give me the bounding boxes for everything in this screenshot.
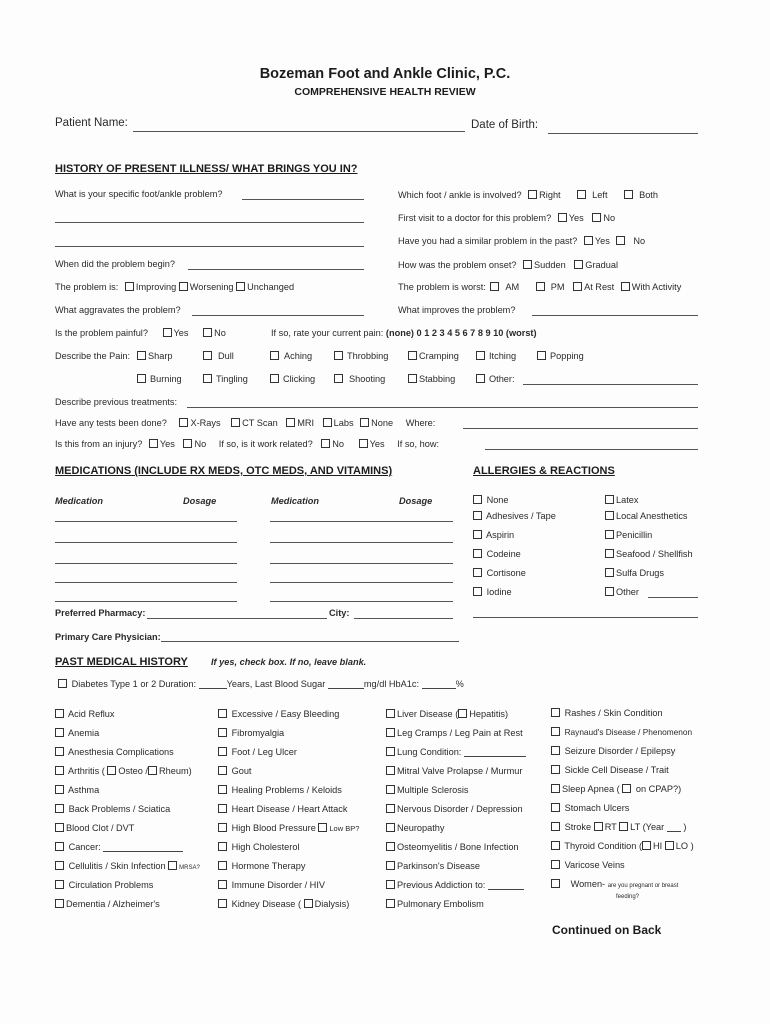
- pain-clicking-checkbox[interactable]: [270, 374, 279, 383]
- blood-sugar-field[interactable]: [328, 688, 364, 689]
- diabetes-duration-label: Diabetes Type 1 or 2 Duration:: [71, 679, 197, 689]
- pm-checkbox[interactable]: [536, 282, 545, 291]
- pmh-stroke-label: Stroke: [564, 822, 592, 832]
- pmh-parkinsons-checkbox[interactable]: [386, 861, 395, 870]
- pmh-leg-cramps-label: Leg Cramps / Leg Pain at Rest: [397, 728, 523, 738]
- pmh-arthritis-label: Arthritis (: [68, 766, 105, 776]
- dob-field[interactable]: [548, 133, 698, 134]
- pmh-healing-checkbox[interactable]: [218, 785, 227, 794]
- rate-pain-label: If so, rate your current pain:: [271, 328, 384, 338]
- pharmacy-field[interactable]: [147, 618, 327, 619]
- thyroid-hi-label: HI: [653, 841, 663, 851]
- stroke-lt-checkbox[interactable]: [619, 822, 628, 831]
- hepatitis-label: Hepatitis): [469, 709, 509, 719]
- prev-treatments-label: Describe previous treatments:: [55, 397, 178, 407]
- city-label: City:: [329, 608, 350, 618]
- allergy-seafood-label: Seafood / Shellfish: [616, 549, 693, 559]
- pmh-ms-checkbox[interactable]: [386, 785, 395, 794]
- stroke-rt-checkbox[interactable]: [594, 822, 603, 831]
- painful-yes-checkbox[interactable]: [163, 328, 172, 337]
- med-line[interactable]: [55, 563, 237, 564]
- pmh-stomach-ulcers-label: Stomach Ulcers: [564, 803, 630, 813]
- pain-itching-checkbox[interactable]: [476, 351, 485, 360]
- no-label: No: [633, 236, 646, 246]
- allergy-other-field[interactable]: [648, 597, 698, 598]
- yes-label: Yes: [568, 213, 584, 223]
- pmh-gout-label: Gout: [231, 766, 252, 776]
- pmh-anesthesia-label: Anesthesia Complications: [68, 747, 174, 757]
- am-label: AM: [505, 282, 520, 292]
- allergy-codeine-checkbox[interactable]: [473, 549, 482, 558]
- test-xrays-checkbox[interactable]: [179, 418, 188, 427]
- hba1c-label: mg/dl HbA1c:: [363, 679, 420, 689]
- test-labs-label: Labs: [333, 418, 354, 428]
- with-activity-checkbox[interactable]: [621, 282, 630, 291]
- pmh-seizure-checkbox[interactable]: [551, 746, 560, 755]
- sudden-checkbox[interactable]: [523, 260, 532, 269]
- pain-clicking-label: Clicking: [283, 374, 316, 384]
- patient-name-label: Patient Name:: [55, 117, 128, 129]
- women-note-feeding: feeding?: [616, 894, 640, 900]
- allergy-seafood-checkbox[interactable]: [605, 549, 614, 558]
- no-label: No: [194, 439, 207, 449]
- cpap-checkbox[interactable]: [622, 784, 631, 793]
- allergy-cortisone-checkbox[interactable]: [473, 568, 482, 577]
- pmh-sleep-apnea-label: Sleep Apnea (: [562, 784, 620, 794]
- gradual-checkbox[interactable]: [574, 260, 583, 269]
- pmh-anesthesia-checkbox[interactable]: [55, 747, 64, 756]
- mrsa-checkbox[interactable]: [168, 861, 177, 870]
- injury-label: Is this from an injury?: [55, 439, 143, 449]
- pmh-stomach-ulcers-checkbox[interactable]: [551, 803, 560, 812]
- pmh-raynauds-label: Raynaud's Disease / Phenomenon: [564, 727, 693, 737]
- city-field[interactable]: [354, 618, 453, 619]
- improves-field[interactable]: [532, 315, 698, 316]
- pmh-dementia-checkbox[interactable]: [55, 899, 64, 908]
- pmh-ulcer-label: Foot / Leg Ulcer: [231, 747, 297, 757]
- pmh-addiction-label: Previous Addiction to:: [397, 880, 486, 890]
- pmh-circulation-label: Circulation Problems: [68, 880, 154, 890]
- pain-burning-checkbox[interactable]: [137, 374, 146, 383]
- aggravates-field[interactable]: [192, 315, 364, 316]
- osteo-label: Osteo /: [118, 766, 148, 776]
- allergy-adhesives-checkbox[interactable]: [473, 511, 482, 520]
- pmh-sickle-cell-label: Sickle Cell Disease / Trait: [564, 765, 669, 775]
- yes-label: Yes: [594, 236, 610, 246]
- pain-itching-label: Itching: [489, 351, 517, 361]
- pmh-cancer-label: Cancer:: [68, 842, 101, 852]
- allergy-none-label: None: [486, 495, 509, 505]
- test-labs-checkbox[interactable]: [323, 418, 332, 427]
- pharmacy-label: Preferred Pharmacy:: [55, 608, 146, 618]
- pmh-sickle-cell-checkbox[interactable]: [551, 765, 560, 774]
- allergy-sulfa-label: Sulfa Drugs: [616, 568, 665, 578]
- allergy-other-label: Other: [616, 587, 639, 597]
- pmh-cancer-checkbox[interactable]: [55, 842, 64, 851]
- no-label: No: [332, 439, 345, 449]
- when-begin-field[interactable]: [188, 269, 364, 270]
- allergy-local-anesthetics-label: Local Anesthetics: [616, 511, 688, 521]
- thyroid-hi-checkbox[interactable]: [642, 841, 651, 850]
- stroke-year-field[interactable]: [667, 831, 681, 832]
- test-none-label: None: [371, 418, 394, 428]
- pmh-anemia-label: Anemia: [68, 728, 100, 738]
- women-note: are you pregnant or breast: [607, 883, 679, 889]
- test-xrays-label: X-Rays: [190, 418, 221, 428]
- pmh-neuropathy-checkbox[interactable]: [386, 823, 395, 832]
- pmh-osteomyelitis-label: Osteomyelitis / Bone Infection: [397, 842, 519, 852]
- pmh-blood-clot-label: Blood Clot / DVT: [66, 823, 135, 833]
- pmh-blood-clot-checkbox[interactable]: [55, 823, 64, 832]
- pain-other-checkbox[interactable]: [476, 374, 485, 383]
- pmh-circulation-checkbox[interactable]: [55, 880, 64, 889]
- pmh-gout-checkbox[interactable]: [218, 766, 227, 775]
- dialysis-checkbox[interactable]: [304, 899, 313, 908]
- stroke-lt-label: LT (Year: [630, 822, 665, 832]
- pmh-acid-reflux-checkbox[interactable]: [55, 709, 64, 718]
- pmh-anemia-checkbox[interactable]: [55, 728, 64, 737]
- allergy-latex-checkbox[interactable]: [605, 495, 614, 504]
- hepatitis-checkbox[interactable]: [458, 709, 467, 718]
- pmh-women-checkbox[interactable]: [551, 879, 560, 888]
- thyroid-lo-label: LO ): [675, 841, 694, 851]
- pmh-heart-disease-checkbox[interactable]: [218, 804, 227, 813]
- pain-tingling-label: Tingling: [216, 374, 248, 384]
- at-rest-label: At Rest: [584, 282, 615, 292]
- pmh-asthma-checkbox[interactable]: [55, 785, 64, 794]
- med-line[interactable]: [55, 542, 237, 543]
- cpap-label: on CPAP?): [635, 784, 682, 794]
- when-begin-label: When did the problem begin?: [55, 259, 176, 269]
- prev-treatments-field[interactable]: [187, 407, 698, 408]
- problem-line-2[interactable]: [55, 222, 364, 223]
- no-label: No: [603, 213, 616, 223]
- pmh-pe-label: Pulmonary Embolism: [397, 899, 484, 909]
- onset-label: How was the problem onset?: [398, 260, 517, 270]
- similar-problem-label: Have you had a similar problem in the past?: [398, 236, 578, 246]
- allergy-sulfa-checkbox[interactable]: [605, 568, 614, 577]
- pmh-raynauds-checkbox[interactable]: [551, 727, 560, 736]
- first-visit-label: First visit to a doctor for this problem?: [398, 213, 552, 223]
- pmh-healing-label: Healing Problems / Keloids: [231, 785, 342, 795]
- allergy-local-anesthetics-checkbox[interactable]: [605, 511, 614, 520]
- pain-aching-checkbox[interactable]: [270, 351, 279, 360]
- right-checkbox[interactable]: [528, 190, 537, 199]
- pmh-cholesterol-checkbox[interactable]: [218, 842, 227, 851]
- pmh-neuropathy-label: Neuropathy: [397, 823, 445, 833]
- left-checkbox[interactable]: [577, 190, 586, 199]
- allergy-latex-label: Latex: [616, 495, 639, 505]
- rheum-label: Rheum): [158, 766, 192, 776]
- similar-no-checkbox[interactable]: [616, 236, 625, 245]
- work-no-checkbox[interactable]: [321, 439, 330, 448]
- test-ct-checkbox[interactable]: [231, 418, 240, 427]
- with-activity-label: With Activity: [631, 282, 682, 292]
- allergy-none-checkbox[interactable]: [473, 495, 482, 504]
- pain-sharp-checkbox[interactable]: [137, 351, 146, 360]
- low-bp-checkbox[interactable]: [318, 823, 327, 832]
- improving-checkbox[interactable]: [125, 282, 134, 291]
- pain-cramping-label: Cramping: [419, 351, 459, 361]
- yes-label: Yes: [369, 439, 385, 449]
- where-field[interactable]: [463, 428, 698, 429]
- mrsa-label: MRSA?: [179, 865, 200, 871]
- pmh-mitral-checkbox[interactable]: [386, 766, 395, 775]
- similar-yes-checkbox[interactable]: [584, 236, 593, 245]
- dosage-col-header-2: Dosage: [399, 496, 433, 506]
- problem-is-label: The problem is:: [55, 282, 119, 292]
- pmh-rashes-checkbox[interactable]: [551, 708, 560, 717]
- specific-problem-label: What is your specific foot/ankle problem?: [55, 189, 223, 199]
- worst-label: The problem is worst:: [398, 282, 486, 292]
- med-line[interactable]: [270, 542, 453, 543]
- medication-col-header-2: Medication: [271, 496, 319, 506]
- tests-done-label: Have any tests been done?: [55, 418, 167, 428]
- pmh-leg-cramps-checkbox[interactable]: [386, 728, 395, 737]
- medications-heading: MEDICATIONS (INCLUDE RX MEDS, OTC MEDS, AND VITAMINS): [55, 465, 393, 477]
- injury-yes-checkbox[interactable]: [149, 439, 158, 448]
- yes-label: Yes: [173, 328, 189, 338]
- test-mri-label: MRI: [297, 418, 315, 428]
- pmh-fibromyalgia-label: Fibromyalgia: [231, 728, 285, 738]
- pmh-cellulitis-label: Cellulitis / Skin Infection: [68, 861, 166, 871]
- stroke-year-close: ): [683, 822, 687, 832]
- form-title: COMPREHENSIVE HEALTH REVIEW: [294, 86, 476, 98]
- pain-stabbing-label: Stabbing: [419, 374, 456, 384]
- improving-label: Improving: [135, 282, 177, 292]
- pmh-hormone-checkbox[interactable]: [218, 861, 227, 870]
- med-line[interactable]: [270, 563, 453, 564]
- first-visit-yes-checkbox[interactable]: [558, 213, 567, 222]
- no-label: No: [214, 328, 226, 338]
- if-so-how-label: If so, how:: [397, 439, 440, 449]
- med-line[interactable]: [55, 521, 237, 522]
- allergies-heading: ALLERGIES & REACTIONS: [473, 465, 615, 477]
- pmh-hbp-checkbox[interactable]: [218, 823, 227, 832]
- improves-label: What improves the problem?: [398, 305, 516, 315]
- test-ct-label: CT Scan: [242, 418, 278, 428]
- worsening-label: Worsening: [189, 282, 234, 292]
- dob-label: Date of Birth:: [471, 119, 539, 131]
- pain-throbbing-label: Throbbing: [347, 351, 389, 361]
- pmh-bleeding-label: Excessive / Easy Bleeding: [231, 709, 340, 719]
- pain-stabbing-checkbox[interactable]: [408, 374, 417, 383]
- both-label: Both: [639, 190, 658, 200]
- med-line[interactable]: [270, 601, 453, 602]
- diabetes-duration-field[interactable]: [199, 688, 227, 689]
- allergy-iodine-checkbox[interactable]: [473, 587, 482, 596]
- pmh-fibromyalgia-checkbox[interactable]: [218, 728, 227, 737]
- pmh-pe-checkbox[interactable]: [386, 899, 395, 908]
- pmh-kidney-checkbox[interactable]: [218, 899, 227, 908]
- pcp-field[interactable]: [161, 641, 459, 642]
- pmh-thyroid-checkbox[interactable]: [551, 841, 560, 850]
- allergy-aspirin-checkbox[interactable]: [473, 530, 482, 539]
- aggravates-label: What aggravates the problem?: [55, 305, 181, 315]
- pmh-lung-label: Lung Condition:: [397, 747, 462, 757]
- at-rest-checkbox[interactable]: [573, 282, 582, 291]
- cancer-field[interactable]: [103, 851, 183, 852]
- pmh-varicose-checkbox[interactable]: [551, 860, 560, 869]
- pmh-addiction-checkbox[interactable]: [386, 880, 395, 889]
- pmh-thyroid-label: Thyroid Condition (: [564, 841, 643, 851]
- right-label: Right: [539, 190, 561, 200]
- pain-other-field[interactable]: [523, 384, 698, 385]
- allergy-aspirin-label: Aspirin: [486, 530, 515, 540]
- pmh-cholesterol-label: High Cholesterol: [231, 842, 300, 852]
- allergy-adhesives-label: Adhesives / Tape: [486, 511, 556, 521]
- pmh-nervous-label: Nervous Disorder / Depression: [397, 804, 523, 814]
- pmh-lung-checkbox[interactable]: [386, 747, 395, 756]
- dialysis-label: Dialysis): [314, 899, 350, 909]
- percent-label: %: [455, 679, 464, 689]
- both-checkbox[interactable]: [624, 190, 633, 199]
- work-yes-checkbox[interactable]: [359, 439, 368, 448]
- pmh-instructions: If yes, check box. If no, leave blank.: [211, 657, 367, 667]
- test-none-checkbox[interactable]: [360, 418, 369, 427]
- specific-problem-field[interactable]: [242, 199, 364, 200]
- stroke-rt-label: RT: [604, 822, 617, 832]
- pmh-liver-label: Liver Disease (: [397, 709, 459, 719]
- pain-popping-label: Popping: [550, 351, 584, 361]
- pain-tingling-checkbox[interactable]: [203, 374, 212, 383]
- allergy-other-checkbox[interactable]: [605, 587, 614, 596]
- pain-dull-label: Dull: [218, 351, 234, 361]
- hba1c-field[interactable]: [422, 688, 456, 689]
- pain-sharp-label: Sharp: [148, 351, 173, 361]
- worsening-checkbox[interactable]: [179, 282, 188, 291]
- if-so-how-field[interactable]: [485, 449, 698, 450]
- pmh-varicose-label: Varicose Veins: [564, 860, 625, 870]
- pmh-liver-checkbox[interactable]: [386, 709, 395, 718]
- pain-cramping-checkbox[interactable]: [408, 351, 417, 360]
- describe-pain-label: Describe the Pain:: [55, 351, 131, 361]
- pmh-nervous-checkbox[interactable]: [386, 804, 395, 813]
- pmh-immune-checkbox[interactable]: [218, 880, 227, 889]
- pmh-immune-label: Immune Disorder / HIV: [231, 880, 325, 890]
- pain-popping-checkbox[interactable]: [537, 351, 546, 360]
- pmh-asthma-label: Asthma: [68, 785, 100, 795]
- med-line[interactable]: [270, 582, 453, 583]
- pmh-hormone-label: Hormone Therapy: [231, 861, 306, 871]
- pmh-sleep-apnea-checkbox[interactable]: [551, 784, 560, 793]
- pain-aching-label: Aching: [284, 351, 313, 361]
- allergy-codeine-label: Codeine: [486, 549, 521, 559]
- am-checkbox[interactable]: [490, 282, 499, 291]
- diabetes-blood-sugar-label: Years, Last Blood Sugar: [226, 679, 326, 689]
- hpi-heading: HISTORY OF PRESENT ILLNESS/ WHAT BRINGS YOU IN?: [55, 163, 358, 175]
- where-label: Where:: [405, 418, 436, 428]
- low-bp-label: Low BP?: [329, 824, 360, 833]
- pmh-rashes-label: Rashes / Skin Condition: [564, 708, 663, 718]
- unchanged-checkbox[interactable]: [236, 282, 245, 291]
- pain-burning-label: Burning: [150, 374, 182, 384]
- work-related-label: If so, is it work related?: [218, 439, 313, 449]
- sudden-label: Sudden: [534, 260, 566, 270]
- which-foot-label: Which foot / ankle is involved?: [398, 190, 522, 200]
- lung-field[interactable]: [464, 756, 526, 757]
- pmh-heart-disease-label: Heart Disease / Heart Attack: [231, 804, 348, 814]
- first-visit-no-checkbox[interactable]: [592, 213, 601, 222]
- pmh-cellulitis-checkbox[interactable]: [55, 861, 64, 870]
- med-line[interactable]: [270, 521, 453, 522]
- test-mri-checkbox[interactable]: [286, 418, 295, 427]
- pcp-label: Primary Care Physician:: [55, 632, 161, 642]
- pmh-hbp-label: High Blood Pressure: [231, 823, 316, 833]
- pain-other-label: Other:: [489, 374, 515, 384]
- patient-name-field[interactable]: [133, 131, 465, 132]
- pmh-stroke-checkbox[interactable]: [551, 822, 560, 831]
- dosage-col-header: Dosage: [183, 496, 217, 506]
- addiction-field[interactable]: [488, 889, 524, 890]
- allergy-reaction-line[interactable]: [473, 617, 698, 618]
- med-line[interactable]: [55, 582, 237, 583]
- osteo-checkbox[interactable]: [107, 766, 116, 775]
- pmh-ms-label: Multiple Sclerosis: [397, 785, 469, 795]
- pain-dull-checkbox[interactable]: [203, 351, 212, 360]
- left-label: Left: [592, 190, 608, 200]
- pmh-back-problems-label: Back Problems / Sciatica: [68, 804, 171, 814]
- allergy-iodine-label: Iodine: [486, 587, 512, 597]
- painful-no-checkbox[interactable]: [203, 328, 212, 337]
- med-line[interactable]: [55, 601, 237, 602]
- pmh-acid-reflux-label: Acid Reflux: [68, 709, 115, 719]
- pmh-ulcer-checkbox[interactable]: [218, 747, 227, 756]
- pain-shooting-label: Shooting: [349, 374, 386, 384]
- pmh-osteomyelitis-checkbox[interactable]: [386, 842, 395, 851]
- pmh-bleeding-checkbox[interactable]: [218, 709, 227, 718]
- pmh-women-label: Women-: [570, 879, 606, 889]
- painful-label: Is the problem painful?: [55, 328, 148, 338]
- problem-line-3[interactable]: [55, 246, 364, 247]
- rheum-checkbox[interactable]: [148, 766, 157, 775]
- diabetes-checkbox[interactable]: [58, 679, 67, 688]
- allergy-cortisone-label: Cortisone: [486, 568, 526, 578]
- continued-on-back: Continued on Back: [552, 923, 662, 937]
- gradual-label: Gradual: [585, 260, 618, 270]
- pmh-arthritis-checkbox[interactable]: [55, 766, 64, 775]
- pain-scale[interactable]: (none) 0 1 2 3 4 5 6 7 8 9 10 (worst): [385, 328, 537, 338]
- pmh-mitral-label: Mitral Valve Prolapse / Murmur: [397, 766, 523, 776]
- pmh-heading: PAST MEDICAL HISTORY: [55, 656, 188, 668]
- injury-no-checkbox[interactable]: [183, 439, 192, 448]
- allergy-penicillin-checkbox[interactable]: [605, 530, 614, 539]
- pm-label: PM: [550, 282, 565, 292]
- clinic-name: Bozeman Foot and Ankle Clinic, P.C.: [259, 66, 511, 82]
- pmh-dementia-label: Dementia / Alzheimer's: [66, 899, 160, 909]
- pmh-parkinsons-label: Parkinson's Disease: [397, 861, 480, 871]
- pain-shooting-checkbox[interactable]: [334, 374, 343, 383]
- medication-col-header: Medication: [55, 496, 103, 506]
- pain-throbbing-checkbox[interactable]: [334, 351, 343, 360]
- pmh-back-problems-checkbox[interactable]: [55, 804, 64, 813]
- yes-label: Yes: [159, 439, 175, 449]
- unchanged-label: Unchanged: [247, 282, 295, 292]
- thyroid-lo-checkbox[interactable]: [665, 841, 674, 850]
- pmh-seizure-label: Seizure Disorder / Epilepsy: [564, 746, 676, 756]
- allergy-penicillin-label: Penicillin: [616, 530, 653, 540]
- pmh-kidney-label: Kidney Disease (: [231, 899, 302, 909]
